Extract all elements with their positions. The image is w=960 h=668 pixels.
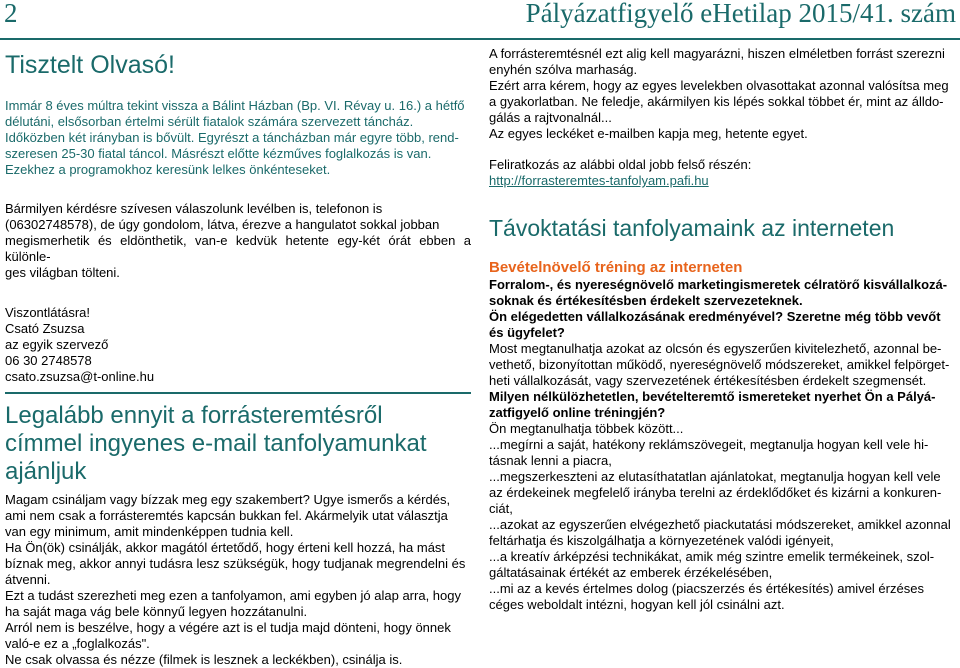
course-headline [5, 402, 471, 486]
body-line: bíznak meg, akkor annyi tudásra lesz szükségük, hogy tudjanak megrendelni és [5, 556, 466, 571]
signature-line: 06 30 2748578 [5, 353, 92, 368]
bold-line: Forralom-, és nyereségnövelő marketingismeretek célratörő kisvállalkozá- [489, 277, 948, 292]
list-line: céges weboldalt intézni, hogyan kell jól csinálni azt. [489, 597, 785, 612]
question-line: Milyen nélkülözhetetlen, bevételteremtő ismereteket nyerhet Ön a Pályá- [489, 389, 936, 404]
list-line: az érdekeinek megfelelő irányba terelni az érdeklődőket és kizárni a konkuren- [489, 485, 942, 500]
training-intro [489, 277, 955, 341]
section-divider [5, 392, 471, 394]
publication-title: Pályázatfigyelő eHetilap 2015/41. szám [525, 0, 956, 28]
intro-line: délutáni, elsősorban értelmi sérült fiatalok számára szervezett táncház. [5, 114, 414, 129]
top-line: a gyakorlatban. Ne feledje, akármilyen kis lépés sokkal többet ér, mint az álldo- [489, 94, 944, 109]
body-line: van egy minimum, amit mindenképpen tudnia kell. [5, 524, 294, 539]
list-line: ciát, [489, 501, 513, 516]
body-line: Magam csináljam vagy bízzak meg egy szakembert? Ugye ismerős a kérdés, [5, 492, 451, 507]
contact-line: megismerhetik és eldönthetik, van-e kedvük hetente egy-két órát ebben a különle- [5, 233, 471, 264]
list-line: ...megírni a saját, hatékony reklámszövegeit, megtanulja hogyan kell vele hi- [489, 437, 929, 452]
signature-email: csato.zsuzsa@t-online.hu [5, 369, 155, 384]
top-paragraph [489, 46, 955, 142]
signature-line: Viszontlátásra! [5, 305, 91, 320]
contact-paragraph [5, 201, 471, 281]
bold-line: Ön elégedetten vállalkozásának eredményével? Szeretne még több vevőt [489, 309, 941, 324]
skills-list [489, 421, 955, 613]
page-header [0, 0, 960, 40]
contact-line: ges világban tölteni. [5, 265, 120, 280]
list-line: gáltatásainak értékét az emberek érzékelésében, [489, 565, 773, 580]
signature-line: az egyik szervező [5, 337, 109, 352]
top-line: Az egyes leckéket e-mailben kapja meg, hetente egyet. [489, 126, 808, 141]
signature-line: Csató Zsuzsa [5, 321, 85, 336]
list-line: ...a kreatív árképzési technikákat, amik még szintre emelik termékeinek, szol- [489, 549, 935, 564]
list-line: feltárhatja és kiszolgálhatja a környezetének valódi igényeit, [489, 533, 834, 548]
course-body [5, 492, 471, 668]
contact-line: (06302748578), de úgy gondolom, látva, érezve a hangulatot sokkal jobban [5, 217, 440, 232]
list-line: Ön megtanulhatja többek között... [489, 421, 684, 436]
list-line: ...azokat az egyszerűen elvégezhető piackutatási módszereket, amikkel azonnal [489, 517, 951, 532]
signature-block [5, 305, 471, 385]
signup-link[interactable]: http://forrasteremtes-tanfolyam.pafi.hu [489, 173, 709, 188]
contact-line: Bármilyen kérdésre szívesen válaszolunk levélben is, telefonon is [5, 201, 383, 216]
bold-line: és ügyfelet? [489, 325, 565, 340]
body-line: ami nem csak a forrásteremtés kapcsán bukkan fel. Akármelyik utat választja [5, 508, 448, 523]
description-line: vethető, bizonyítottan működő, nyereségnövelő módszereket, amikkel felpörget- [489, 357, 950, 372]
description-line: Most megtanulhatja azokat az olcsón és egyszerűen kivitelezhető, azonnal be- [489, 341, 942, 356]
top-line: Ezért arra kérem, hogy az egyes levelekben olvasottakat azonnal valósítsa meg [489, 78, 949, 93]
page-number: 2 [4, 0, 18, 28]
intro-line: Ezekhez a programokhoz keresünk lelkes önkénteseket. [5, 162, 331, 177]
question-line: zatfigyelő online tréningjén? [489, 405, 666, 420]
description-line: heti vállalkozását, vagy szervezetének értékesítésben érdekelt szegmensét. [489, 373, 927, 388]
headline-line: címmel ingyenes e-mail tanfolyamunkat [5, 430, 427, 457]
top-line: gálás a rajtvonalnál... [489, 110, 612, 125]
top-line: A forrásteremtésnél ezt alig kell magyarázni, hiszen elméletben forrást szerezni [489, 46, 945, 61]
top-line: enyhén szólva marhaság. [489, 62, 638, 77]
bold-line: soknak és értékesítésben érdekelt szervezeteknek. [489, 293, 803, 308]
intro-paragraph [5, 98, 471, 178]
headline-line: ajánljuk [5, 458, 87, 485]
body-line: ha saját maga vág bele könnyű legyen hozzátanulni. [5, 604, 308, 619]
list-line: ...megszerkeszteni az elutasíthatatlan ajánlatokat, megtanulja hogyan kell vele [489, 469, 941, 484]
greeting-heading: Tisztelt Olvasó! [5, 51, 175, 79]
training-subtitle: Bevételnövelő tréning az interneten [489, 259, 743, 276]
training-question [489, 389, 955, 421]
list-line: tásnak lenni a piacra, [489, 453, 612, 468]
body-line: Arról nem is beszélve, hogy a végére azt is el tudja majd dönteni, hogy önnek [5, 620, 451, 635]
right-column [489, 44, 955, 613]
courses-section-title: Távoktatási tanfolyamaink az interneten [489, 215, 895, 241]
body-line: átvenni. [5, 572, 51, 587]
training-description [489, 341, 955, 389]
list-line: ...mi az a kevés értelmes dolog (piacszerzés és értékesítés) amivel érzéses [489, 581, 924, 596]
intro-line: szeresen 25-30 fiatal táncol. Másrészt előtte kézműves foglalkozás is van. [5, 146, 432, 161]
left-column [5, 44, 471, 668]
intro-line: Időközben két irányban is bővült. Egyrészt a táncházban már egyre több, rend- [5, 130, 459, 145]
body-line: Ezt a tudást szerezheti meg ezen a tanfolyamon, ami egyben jó alap arra, hogy [5, 588, 461, 603]
headline-line: Legalább ennyit a forrásteremtésről [5, 402, 383, 429]
body-line: Ha Ön(ök) csinálják, akkor magától értetődő, hogy érteni kell hozzá, ha mást [5, 540, 446, 555]
intro-line: Immár 8 éves múltra tekint vissza a Bálint Házban (Bp. VI. Révay u. 16.) a hétfő [5, 98, 465, 113]
body-line: Ne csak olvassa és nézze (filmek is lesznek a leckékben), csinálja is. [5, 652, 403, 667]
signup-text: Feliratkozás az alábbi oldal jobb felső részén: [489, 157, 752, 172]
body-line: való-e ez a „foglalkozás". [5, 636, 150, 651]
